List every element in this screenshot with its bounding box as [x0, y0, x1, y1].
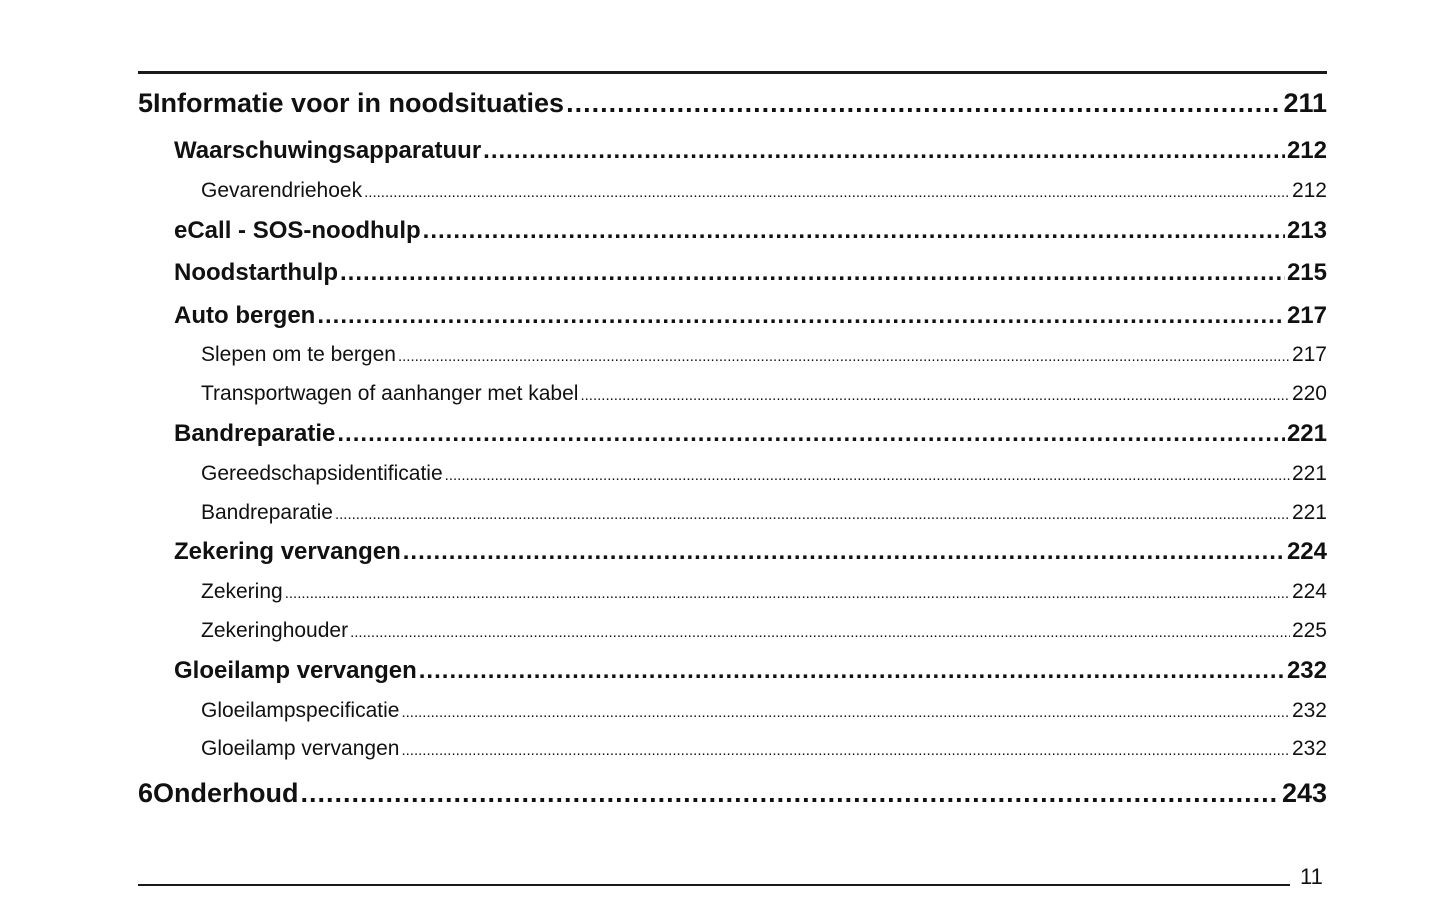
page-ref: 225	[1291, 619, 1327, 642]
page-ref: 232	[1291, 737, 1327, 760]
dot-leader	[301, 778, 1280, 809]
toc-section-gloeilamp-vervangen[interactable]	[174, 657, 1327, 685]
dot-leader	[401, 704, 1290, 721]
page-ref: 224	[1286, 538, 1327, 565]
toc-chapter-5[interactable]	[138, 88, 1327, 119]
toc-subsection-gevarendriehoek[interactable]	[201, 179, 1327, 203]
page-ref: 211	[1283, 88, 1327, 118]
section-title: eCall - SOS-noodhulp	[174, 217, 421, 244]
toc-subsection-slepen[interactable]	[201, 343, 1327, 367]
page-ref: 243	[1281, 778, 1327, 808]
toc-section-auto-bergen[interactable]	[174, 302, 1327, 330]
section-title: Zekering vervangen	[174, 538, 401, 565]
page-ref: 220	[1291, 382, 1327, 405]
page-ref: 212	[1291, 179, 1327, 202]
section-title: Waarschuwingsapparatuur	[174, 137, 482, 164]
dot-leader	[340, 259, 1285, 287]
dot-leader	[398, 348, 1290, 365]
page-ref: 215	[1286, 259, 1327, 286]
subsection-title: Transportwagen of aanhanger met kabel	[201, 382, 579, 405]
page-ref: 212	[1286, 137, 1327, 164]
page-ref: 232	[1286, 657, 1327, 684]
toc-subsection-zekering[interactable]	[201, 580, 1327, 604]
dot-leader	[580, 387, 1289, 404]
page-ref: 232	[1291, 699, 1327, 722]
subsection-title: Zekering	[201, 580, 283, 603]
toc-section-waarschuwingsapparatuur[interactable]	[174, 137, 1327, 165]
toc-section-zekering-vervangen[interactable]	[174, 538, 1327, 566]
dot-leader	[403, 538, 1285, 566]
page-ref: 221	[1291, 462, 1327, 485]
dot-leader	[401, 742, 1290, 759]
page-ref: 221	[1286, 420, 1327, 447]
toc-chapter-6[interactable]	[138, 778, 1327, 809]
toc-subsection-zekeringhouder[interactable]	[201, 619, 1327, 643]
toc-section-bandreparatie[interactable]	[174, 420, 1327, 448]
subsection-title: Zekeringhouder	[201, 619, 349, 642]
top-rule	[138, 71, 1327, 74]
dot-leader	[445, 467, 1290, 484]
chapter-number: 6	[138, 778, 154, 808]
page-ref: 217	[1291, 343, 1327, 366]
subsection-title: Gloeilamp vervangen	[201, 737, 400, 760]
dot-leader	[364, 184, 1290, 201]
section-title: Bandreparatie	[174, 420, 336, 447]
dot-leader	[350, 624, 1290, 641]
page-ref: 221	[1291, 501, 1327, 524]
subsection-title: Gereedschapsidentificatie	[201, 462, 443, 485]
chapter-number: 5	[138, 88, 154, 118]
dot-leader	[337, 420, 1285, 448]
dot-leader	[483, 137, 1285, 165]
toc-section-noodstarthulp[interactable]	[174, 259, 1327, 287]
subsection-title: Bandreparatie	[201, 501, 333, 524]
dot-leader	[317, 302, 1285, 330]
dot-leader	[335, 506, 1290, 523]
toc-subsection-gloeilampspecificatie[interactable]	[201, 699, 1327, 723]
subsection-title: Slepen om te bergen	[201, 343, 396, 366]
chapter-title: Informatie voor in noodsituaties	[153, 88, 565, 118]
dot-leader	[566, 88, 1281, 119]
page-ref: 213	[1286, 217, 1327, 244]
toc-subsection-transportwagen[interactable]	[201, 382, 1327, 406]
subsection-title: Gloeilampspecificatie	[201, 699, 400, 722]
section-title: Gloeilamp vervangen	[174, 657, 417, 684]
page-ref: 217	[1286, 302, 1327, 329]
toc-subsection-bandreparatie[interactable]	[201, 501, 1327, 525]
dot-leader	[419, 657, 1285, 685]
page-number: 11	[1300, 864, 1323, 889]
section-title: Noodstarthulp	[174, 259, 338, 286]
footer-rule	[138, 884, 1290, 886]
subsection-title: Gevarendriehoek	[201, 179, 363, 202]
toc-subsection-gloeilamp-vervangen[interactable]	[201, 737, 1327, 761]
dot-leader	[423, 217, 1285, 245]
toc-subsection-gereedschapsidentificatie[interactable]	[201, 462, 1327, 486]
toc-section-ecall[interactable]	[174, 217, 1327, 245]
page-ref: 224	[1291, 580, 1327, 603]
chapter-title: Onderhoud	[153, 778, 299, 808]
section-title: Auto bergen	[174, 302, 316, 329]
dot-leader	[285, 585, 1290, 602]
